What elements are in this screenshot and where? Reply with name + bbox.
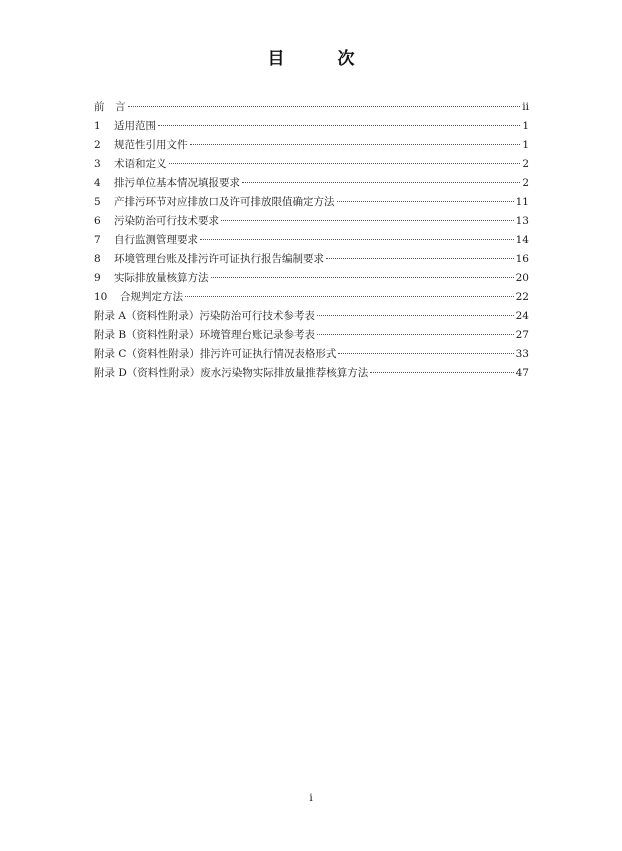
toc-leader-dots [211, 277, 514, 278]
toc-entry-number: 6 [94, 215, 101, 227]
toc-leader-dots [337, 201, 514, 202]
toc-entry-page: 1 [522, 139, 529, 151]
toc-entry-1[interactable] [94, 117, 529, 136]
toc-leader-dots [242, 182, 520, 183]
toc-entry-title: 附录 A（资料性附录）污染防治可行技术参考表 [94, 310, 315, 322]
toc-entry-page: 47 [515, 367, 529, 379]
toc-entry-appendix-a[interactable] [94, 307, 529, 326]
toc-entry-page: 24 [515, 310, 529, 322]
page-number: i [309, 792, 313, 804]
toc-entry-page: 11 [515, 196, 529, 208]
toc-leader-dots [169, 163, 521, 164]
toc-entry-9[interactable] [94, 269, 529, 288]
toc-entry-title: 规范性引用文件 [114, 139, 188, 151]
toc-entry-number: 10 [94, 291, 108, 303]
toc-entry-title: 污染防治可行技术要求 [114, 215, 219, 227]
toc-leader-dots [185, 296, 514, 297]
toc-entry-page: 22 [515, 291, 529, 303]
toc-leader-dots [338, 353, 513, 354]
toc-leader-dots [158, 125, 520, 126]
page-title: 目 次 [267, 49, 373, 69]
toc-entry-number: 2 [94, 139, 101, 151]
toc-entry-title: 术语和定义 [114, 158, 167, 170]
toc-entry-page: 2 [522, 177, 529, 189]
toc-entry-title: 附录 C（资料性附录）排污许可证执行情况表格形式 [94, 348, 337, 360]
toc-leader-dots [326, 258, 514, 259]
toc-entry-page: 16 [515, 253, 529, 265]
toc-entry-6[interactable] [94, 212, 529, 231]
toc-entry-page: ii [522, 101, 529, 113]
toc-entry-number: 8 [94, 253, 101, 265]
toc-entry-title: 前 言 [94, 101, 126, 113]
toc-entry-title: 环境管理台账及排污许可证执行报告编制要求 [114, 253, 324, 265]
toc-entry-2[interactable] [94, 136, 529, 155]
toc-entry-appendix-c[interactable] [94, 345, 529, 364]
toc-entry-number: 7 [94, 234, 101, 246]
toc-entry-page: 14 [515, 234, 529, 246]
toc-entry-3[interactable] [94, 155, 529, 174]
toc-entry-number: 4 [94, 177, 101, 189]
toc-entry-page: 13 [515, 215, 529, 227]
toc-entry-7[interactable] [94, 231, 529, 250]
toc-leader-dots [221, 220, 514, 221]
toc-entry-page: 2 [522, 158, 529, 170]
toc-leader-dots [317, 315, 514, 316]
toc-entry-title: 实际排放量核算方法 [114, 272, 209, 284]
toc-leader-dots [317, 334, 514, 335]
toc-entry-10[interactable] [94, 288, 529, 307]
toc-entry-appendix-b[interactable] [94, 326, 529, 345]
toc-entry-title: 自行监测管理要求 [114, 234, 198, 246]
toc-entry-page: 27 [515, 329, 529, 341]
toc-entry-title: 附录 D（资料性附录）废水污染物实际排放量推荐核算方法 [94, 367, 369, 379]
toc-leader-dots [128, 106, 521, 107]
toc-entry-page: 1 [522, 120, 529, 132]
toc-leader-dots [200, 239, 514, 240]
toc-entry-title: 合规判定方法 [120, 291, 183, 303]
toc-entry-title: 附录 B（资料性附录）环境管理台账记录参考表 [94, 329, 316, 341]
toc-entry-title: 适用范围 [114, 120, 156, 132]
toc-entry-number: 3 [94, 158, 101, 170]
toc-leader-dots [370, 372, 513, 373]
toc-entry-number: 5 [94, 196, 101, 208]
toc-entry-number: 1 [94, 120, 101, 132]
toc-entry-page: 20 [515, 272, 529, 284]
toc-entry-title: 排污单位基本情况填报要求 [114, 177, 240, 189]
toc-entry-page: 33 [515, 348, 529, 360]
toc-entry-4[interactable] [94, 174, 529, 193]
toc-entry-8[interactable] [94, 250, 529, 269]
toc-entry-preface[interactable] [94, 98, 529, 117]
table-of-contents [94, 98, 529, 383]
toc-entry-appendix-d[interactable] [94, 364, 529, 383]
toc-entry-5[interactable] [94, 193, 529, 212]
toc-entry-title: 产排污环节对应排放口及许可排放限值确定方法 [114, 196, 335, 208]
toc-entry-number: 9 [94, 272, 101, 284]
toc-leader-dots [190, 144, 521, 145]
